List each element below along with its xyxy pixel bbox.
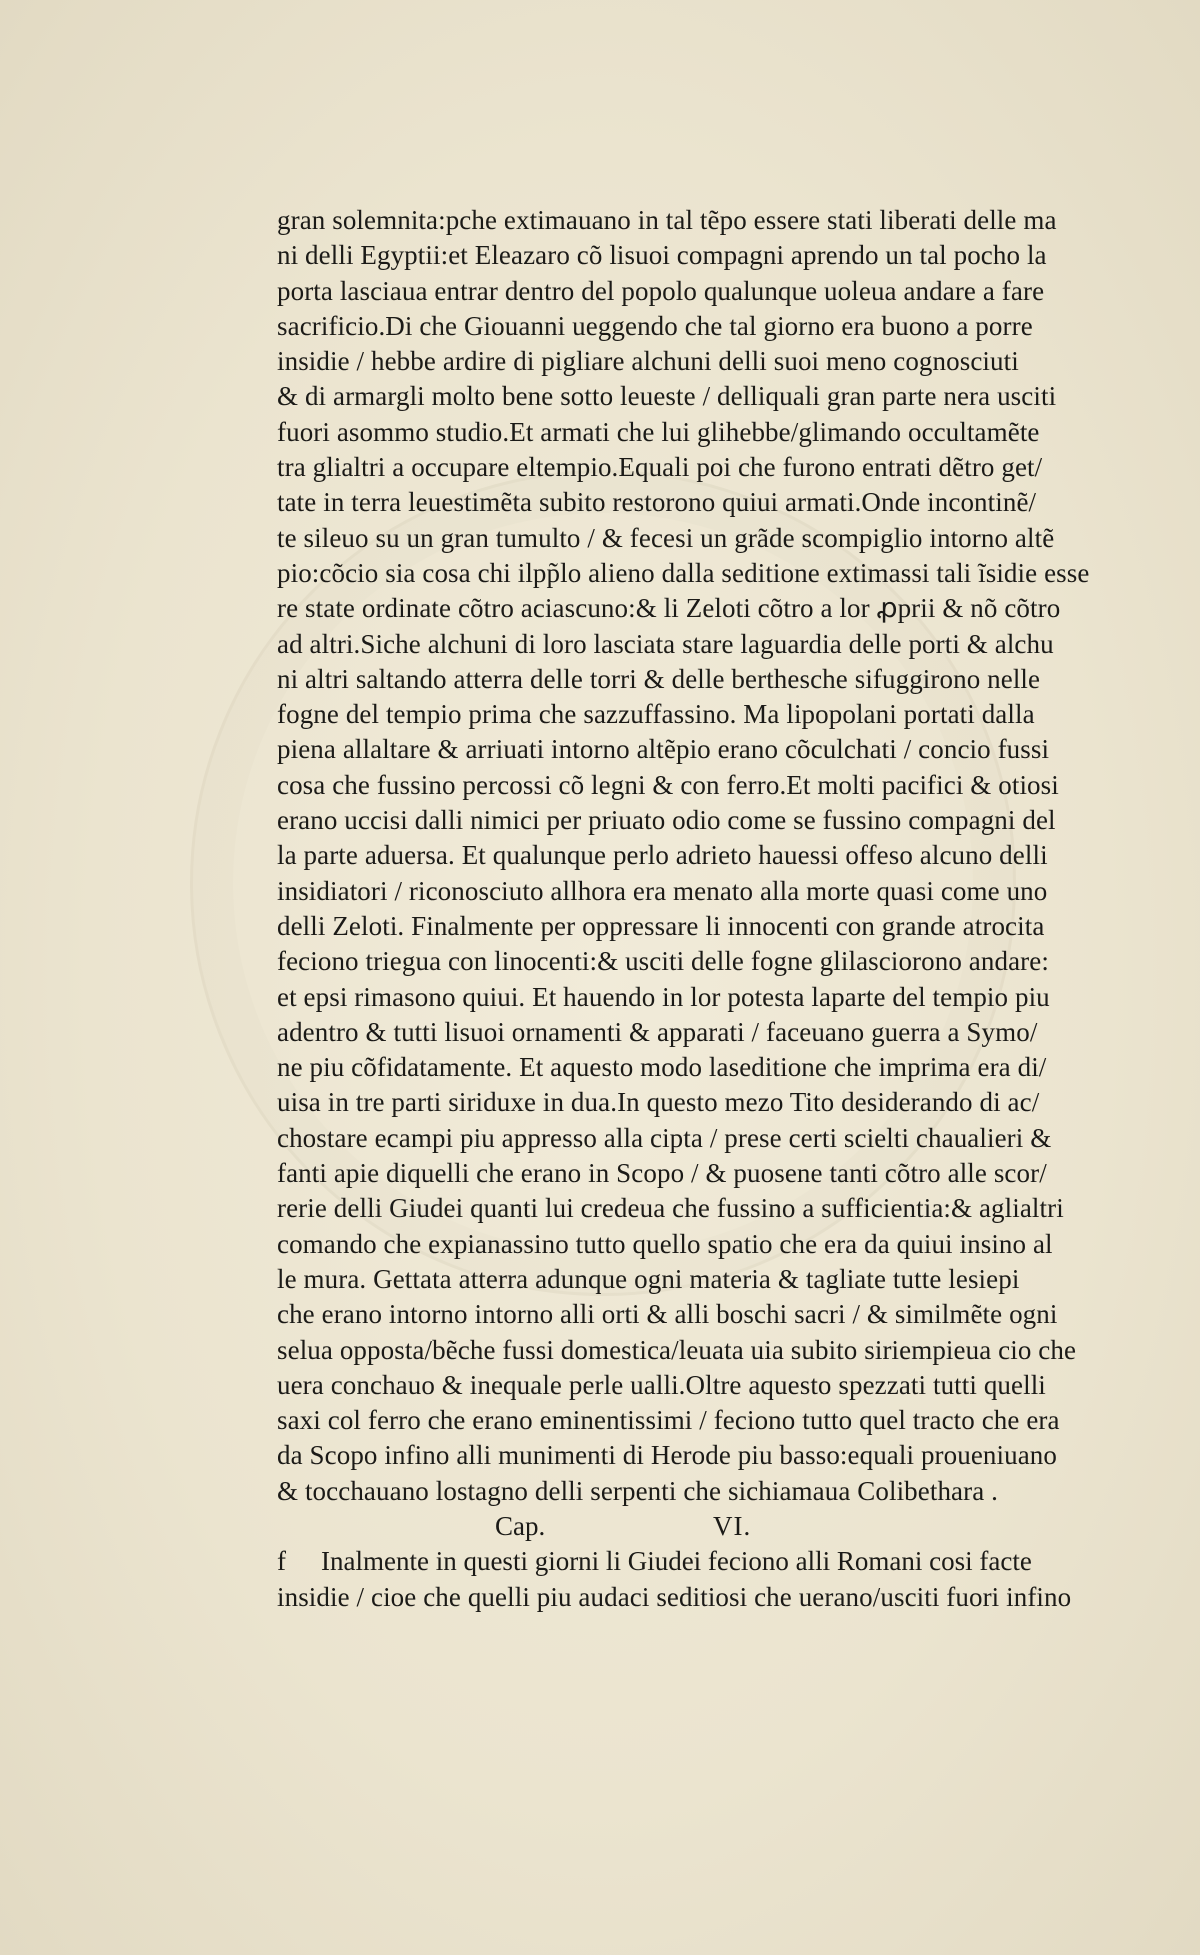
- text-line: comando che expianassino tutto quello spatio che era da quiui insino al: [277, 1228, 1053, 1259]
- text-line: fanti apie diquelli che erano in Scopo / & puosene tanti cõtro alle scor/: [277, 1158, 1047, 1189]
- text-line: chostare ecampi piu appresso alla cipta / prese certi scielti chaualieri &: [277, 1122, 1052, 1153]
- text-line: & di armargli molto bene sotto leueste / delliquali gran parte nera usciti: [277, 381, 1057, 412]
- text-line: cosa che fussino percossi cõ legni & con ferro.Et molti pacifici & otiosi: [277, 769, 1059, 800]
- text-line: delli Zeloti. Finalmente per oppressare li innocenti con grande atrocita: [277, 910, 1045, 941]
- text-line: re state ordinate cõtro aciascuno:& li Zeloti cõtro a lor ꝓprii & nõ cõtro: [277, 593, 1061, 624]
- text-line: rerie delli Giudei quanti lui credeua che fussino a sufficientia:& aglialtri: [277, 1193, 1064, 1224]
- text-line: erano uccisi dalli nimici per priuato odio come se fussino compagni del: [277, 805, 1056, 836]
- text-line: pio:cõcio sia cosa chi ilpp̃lo alieno dalla seditione extimassi tali ĩsidie esse: [277, 557, 1090, 588]
- text-line: & tocchauano lostagno delli serpenti che sichiamaua Colibethara .: [277, 1475, 999, 1506]
- text-line: te sileuo su un gran tumulto / & fecesi un grãde scompiglio intorno altẽ: [277, 522, 1055, 553]
- text-line: ni delli Egyptii:et Eleazaro cõ lisuoi compagni aprendo un tal pocho la: [277, 240, 1047, 271]
- text-line: che erano intorno intorno alli orti & alli boschi sacri / & similmẽte ogni: [277, 1299, 1058, 1330]
- text-line: ad altri.Siche alchuni di loro lasciata stare laguardia delle porti & alchu: [277, 628, 1054, 659]
- text-line: piena allaltare & arriuati intorno altẽpio erano cõculchati / concio fussi: [277, 734, 1050, 765]
- chapter-first-line: [277, 1544, 1157, 1579]
- text-line: et epsi rimasono quiui. Et hauendo in lor potesta laparte del tempio piu: [277, 981, 1050, 1012]
- text-line: sacrificio.Di che Giouanni ueggendo che tal giorno era buono a porre: [277, 310, 1033, 341]
- text-line: uisa in tre parti siriduxe in dua.In questo mezo Tito desiderando di ac/: [277, 1087, 1040, 1118]
- text-line: tra glialtri a occupare eltempio.Equali poi che furono entrati dẽtro get/: [277, 452, 1043, 483]
- initial-guide-letter: f: [277, 1546, 286, 1577]
- page-text-block: [277, 203, 1157, 1615]
- text-line: ni altri saltando atterra delle torri & delle berthesche sifuggirono nelle: [277, 663, 1041, 694]
- text-line: le mura. Gettata atterra adunque ogni materia & tagliate tutte lesiepi: [277, 1263, 1020, 1294]
- text-line: la parte aduersa. Et qualunque perlo adrieto hauessi offeso alcuno delli: [277, 840, 1048, 871]
- text-line: ne piu cõfidatamente. Et aquesto modo laseditione che imprima era di/: [277, 1052, 1047, 1083]
- text-line: selua opposta/bẽche fussi domestica/leuata uia subito siriempieua cio che: [277, 1334, 1077, 1365]
- text-line: saxi col ferro che erano eminentissimi / feciono tutto quel tracto che era: [277, 1405, 1060, 1436]
- text-line: fogne del tempio prima che sazzuffassino. Ma lipopolani portati dalla: [277, 699, 1035, 730]
- text-line: insidiatori / riconosciuto allhora era menato alla morte quasi come uno: [277, 875, 1048, 906]
- text-line: adentro & tutti lisuoi ornamenti & apparati / faceuano guerra a Symo/: [277, 1016, 1038, 1047]
- text-line: porta lasciaua entrar dentro del popolo qualunque uoleua andare a fare: [277, 275, 1045, 306]
- chapter-label: Cap.: [495, 1510, 546, 1541]
- text-line: fuori asommo studio.Et armati che lui glihebbe/glimando occultamẽte: [277, 416, 1040, 447]
- text-line: insidie / hebbe ardire di pigliare alchuni delli suoi meno cognosciuti: [277, 346, 1019, 377]
- text-line: insidie / cioe che quelli piu audaci seditiosi che uerano/usciti fuori infino: [277, 1581, 1072, 1612]
- text-line: feciono triegua con linocenti:& usciti delle fogne glilasciorono andare:: [277, 946, 1049, 977]
- text-line: da Scopo infino alli munimenti di Herode piu basso:equali proueniuano: [277, 1440, 1057, 1471]
- text-line: tate in terra leuestimẽta subito restorono quiui armati.Onde incontinẽ/: [277, 487, 1037, 518]
- text-line: uera conchauo & inequale perle ualli.Oltre aquesto spezzati tutti quelli: [277, 1369, 1046, 1400]
- chapter-heading: [277, 1509, 1157, 1544]
- chapter-number: VI.: [713, 1510, 752, 1541]
- text-line: gran solemnita:pche extimauano in tal tẽpo essere stati liberati delle ma: [277, 205, 1057, 235]
- chapter-first-line-text: Inalmente in questi giorni li Giudei feciono alli Romani cosi facte: [321, 1546, 1032, 1577]
